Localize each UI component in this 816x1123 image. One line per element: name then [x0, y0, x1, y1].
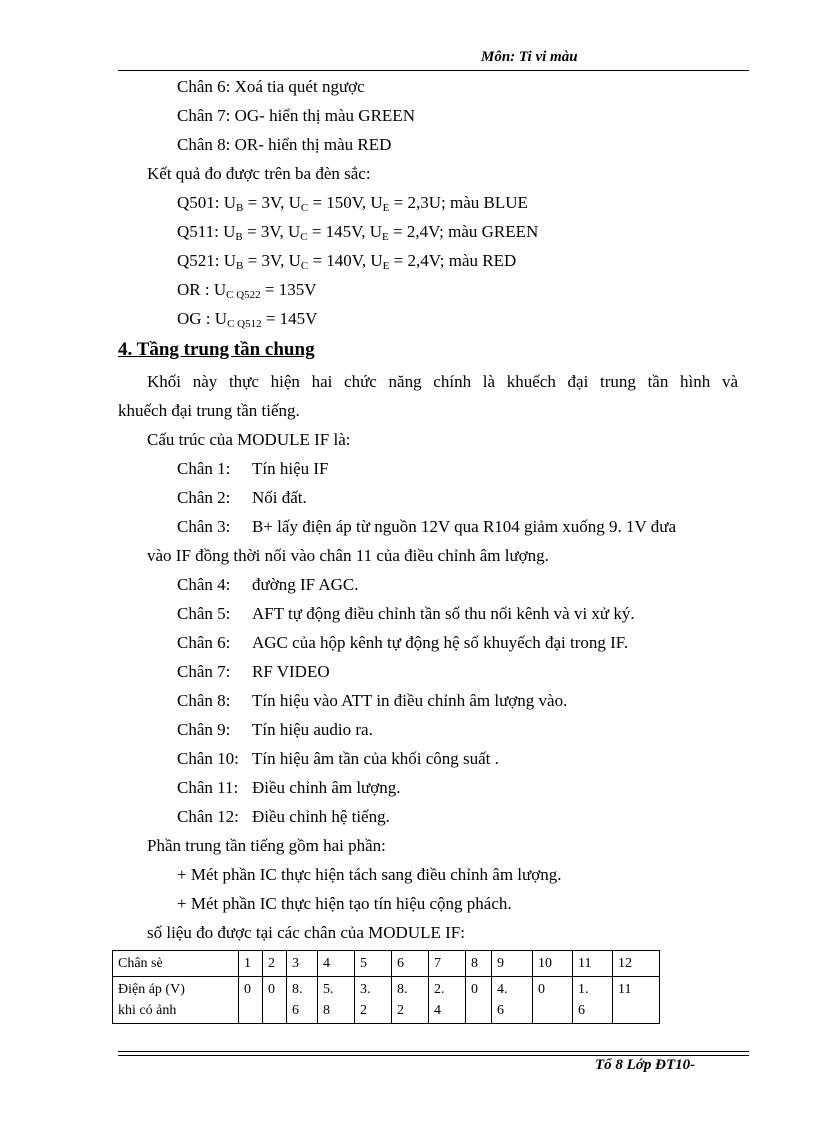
q501-line: Q501: $U_B = 3V$, $U_C = 150V$, $U_E = 2,3U$; màu BLUE [177, 193, 528, 214]
pin-6-line: Chân 6: Xoá tia quét ngược [177, 77, 365, 96]
table-cell: 12 [613, 951, 660, 977]
if-pin-10: Chân 10: Tín hiệu âm tần của khối công suất . [177, 749, 499, 768]
if-pin-6: Chân 6: AGC của hộp kênh tự động hệ số khuyếch đại trong IF. [177, 633, 629, 652]
if-pin-12: Chân 12: Điều chỉnh hệ tiếng. [177, 807, 390, 826]
table-cell: 1. 6 [573, 977, 613, 1024]
if-pin-8: Chân 8: Tín hiệu vào ATT in điều chỉnh âm lượng vào. [177, 691, 568, 710]
if-pin-3: Chân 3: B+ lấy điện áp từ nguồn 12V qua R104 giảm xuống 9. 1V đưa [177, 517, 677, 536]
section-heading: 4. Tầng trung tần chung [118, 339, 315, 360]
if-pin-1: Chân 1: Tín hiệu IF [177, 459, 329, 478]
table-cell: 8. 6 [287, 977, 318, 1024]
table-cell: 4. 6 [492, 977, 533, 1024]
table-voltage-row [113, 977, 660, 1024]
results-intro: Kết quả đo được trên ba đèn sắc: [147, 164, 371, 183]
table-cell: 3 [287, 951, 318, 977]
footer-rule [118, 1055, 749, 1056]
table-cell: 6 [392, 951, 429, 977]
intro-line-2: khuếch đại trung tần tiếng. [118, 401, 300, 420]
voltage-label-cell: Điện áp (V) khi có ảnh [113, 977, 239, 1024]
table-cell: 8 [466, 951, 492, 977]
footer-text: Tổ 8 Lớp ĐT10- [595, 1057, 696, 1073]
table-cell: 7 [429, 951, 466, 977]
table-cell: 10 [533, 951, 573, 977]
if-pin-5: Chân 5: AFT tự động điều chỉnh tần số thu nối kênh và vi xử ký. [177, 604, 635, 623]
table-cell: 11 [613, 977, 660, 1024]
table-cell: 5 [355, 951, 392, 977]
if-pin-7: Chân 7: RF VIDEO [177, 662, 330, 681]
if-pin-11: Chân 11: Điều chỉnh âm lượng. [177, 778, 401, 797]
q511-line: Q511: $U_B = 3V$, $U_C = 145V$, $U_E = 2,4V$; màu GREEN [177, 222, 539, 243]
structure-intro: Cấu trúc của MODULE IF là: [147, 430, 351, 449]
og-line: OG : $U_{C Q512} = 145V$ [177, 309, 318, 330]
pin-header-cell: Chân sè [113, 951, 239, 977]
pin-8-line: Chân 8: OR- hiển thị màu RED [177, 135, 392, 154]
q521-line: Q521: $U_B = 3V$, $U_C = 140V$, $U_E = 2,4V$; màu RED [177, 251, 517, 272]
table-cell: 9 [492, 951, 533, 977]
if-pin-9: Chân 9: Tín hiệu audio ra. [177, 720, 373, 739]
bullet-2: + Mét phần IC thực hiện tạo tín hiệu cộng phách. [177, 894, 512, 913]
table-intro: số liệu đo được tại các chân của MODULE IF: [147, 923, 465, 942]
sound-if-intro: Phần trung tần tiếng gồm hai phần: [147, 836, 386, 855]
if-pin-2: Chân 2: Nối đất. [177, 488, 307, 507]
table-cell: 0 [466, 977, 492, 1024]
measurement-table [112, 950, 660, 1024]
pin-7-line: Chân 7: OG- hiển thị màu GREEN [177, 106, 415, 125]
header-rule [118, 70, 749, 71]
if-pin-3-cont: vào IF đồng thời nối vào chân 11 của điều chỉnh âm lượng. [147, 546, 549, 565]
table-cell: 8. 2 [392, 977, 429, 1024]
table-cell: 0 [239, 977, 263, 1024]
table-cell: 4 [318, 951, 355, 977]
table-cell: 3. 2 [355, 977, 392, 1024]
or-line: OR : $U_{C Q522} = 135V$ [177, 280, 317, 301]
subject-title: Môn: Ti vi màu [481, 49, 578, 65]
if-pin-4: Chân 4: đường IF AGC. [177, 575, 359, 594]
bullet-1: + Mét phần IC thực hiện tách sang điều chỉnh âm lượng. [177, 865, 562, 884]
table-cell: 1 [239, 951, 263, 977]
table-cell: 5. 8 [318, 977, 355, 1024]
table-cell: 11 [573, 951, 613, 977]
table-cell: 2. 4 [429, 977, 466, 1024]
table-header-row [113, 951, 660, 977]
table-cell: 0 [533, 977, 573, 1024]
table-cell: 0 [263, 977, 287, 1024]
intro-line-1: Khối này thực hiện hai chức năng chính là khuếch đại trung tần hình và [147, 372, 738, 391]
footer-rule [118, 1051, 749, 1052]
table-cell: 2 [263, 951, 287, 977]
